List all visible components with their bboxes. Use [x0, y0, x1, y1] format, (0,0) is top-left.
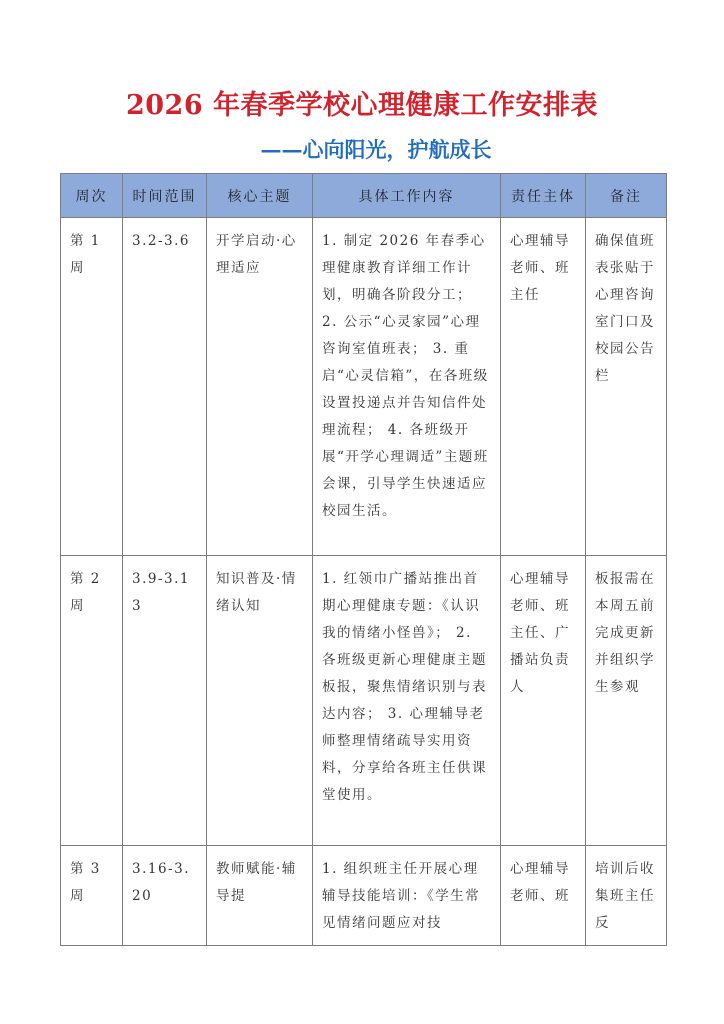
cell-work-content — [313, 218, 501, 556]
table-row — [61, 556, 667, 846]
work-item: 3. 心理辅导老师整理情绪疏导实用资料，分享给各班主任供课堂使用。 — [322, 706, 487, 803]
work-item: 4. 各班级开展“开学心理调适”主题班会课，引导学生快速适应校园生活。 — [322, 422, 489, 519]
table-row — [61, 846, 667, 946]
header-time-range: 时间范围 — [123, 174, 207, 218]
table-row — [61, 218, 667, 556]
table-header-row — [61, 174, 667, 218]
document-title: 2026 年春季学校心理健康工作安排表 — [125, 90, 599, 121]
cell-core-theme: 开学启动·心理适应 — [207, 218, 313, 556]
cell-work-content — [313, 556, 501, 846]
cell-responsible: 心理辅导老师、班主任、广播站负责人 — [501, 556, 586, 846]
header-work-content: 具体工作内容 — [313, 174, 501, 218]
cell-notes: 确保值班表张贴于心理咨询室门口及校园公告栏 — [586, 218, 667, 556]
cell-core-theme: 知识普及·情绪认知 — [207, 556, 313, 846]
work-item: 1. 制定 2026 年春季心理健康教育详细工作计划，明确各阶段分工； — [322, 233, 486, 303]
cell-time-range: 3.2-3.6 — [123, 218, 207, 556]
document-subtitle: ——心向阳光，护航成长 — [260, 137, 492, 162]
cell-notes: 培训后收集班主任反 — [586, 846, 667, 946]
work-item: 1. 组织班主任开展心理辅导技能培训：《学生常见情绪问题应对技 — [322, 861, 481, 931]
cell-work-content — [313, 846, 501, 946]
schedule-table — [60, 173, 667, 946]
work-item: 2. 各班级更新心理健康主题板报，聚焦情绪识别与表达内容； — [322, 625, 487, 722]
header-core-theme: 核心主题 — [207, 174, 313, 218]
cell-core-theme: 教师赋能·辅导提 — [207, 846, 313, 946]
cell-notes: 板报需在本周五前完成更新并组织学生参观 — [586, 556, 667, 846]
work-item: 3. 重启“心灵信箱”，在各班级设置投递点并告知信件处理流程； — [322, 341, 489, 438]
cell-week: 第 2 周 — [61, 556, 123, 846]
work-item: 2. 公示“心灵家园”心理咨询室值班表； — [322, 314, 481, 357]
header-notes: 备注 — [586, 174, 667, 218]
cell-week: 第 1 周 — [61, 218, 123, 556]
header-week: 周次 — [61, 174, 123, 218]
cell-responsible: 心理辅导老师、班 — [501, 846, 586, 946]
work-item: 1. 红领巾广播站推出首期心理健康专题：《认识我的情绪小怪兽》； — [322, 571, 481, 641]
cell-time-range: 3.16-3.20 — [123, 846, 207, 946]
header-responsible: 责任主体 — [501, 174, 586, 218]
cell-responsible: 心理辅导老师、班主任 — [501, 218, 586, 556]
cell-week: 第 3 周 — [61, 846, 123, 946]
cell-time-range: 3.9-3.13 — [123, 556, 207, 846]
